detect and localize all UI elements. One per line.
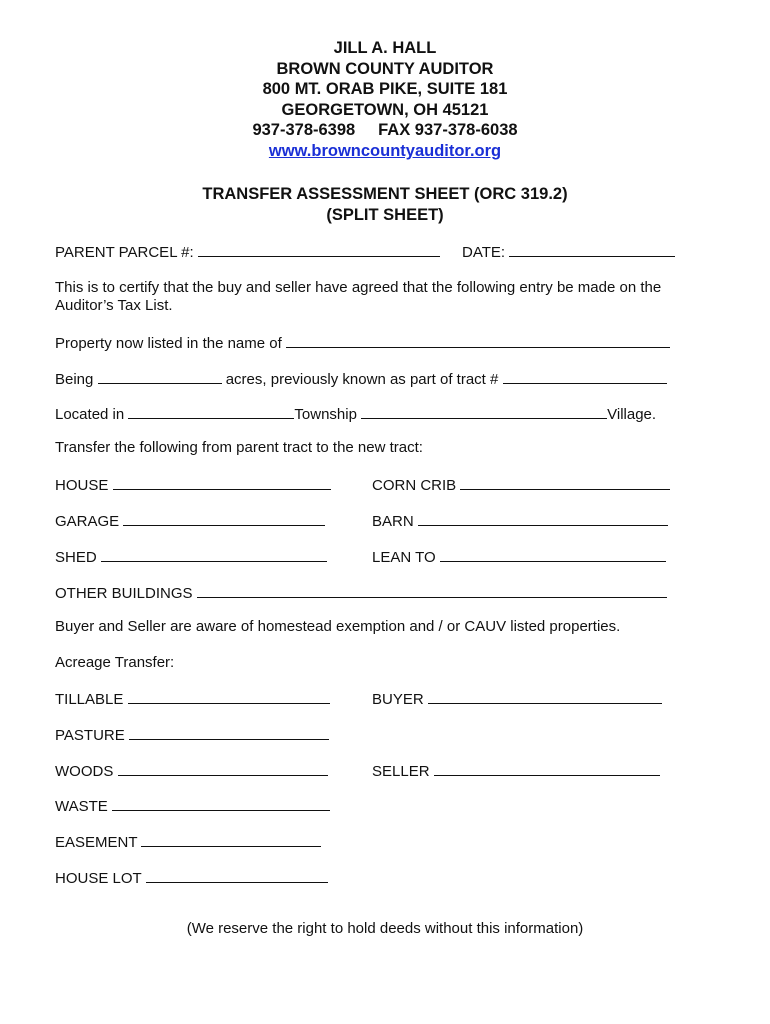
street-address: 800 MT. ORAB PIKE, SUITE 181 [262,80,508,99]
acreage-transfer-heading: Acreage Transfer: [55,654,175,671]
tillable-row [55,689,330,709]
being-acres-row [55,369,667,389]
phone-number: 937-378-6398 [252,121,356,140]
pasture-row [55,725,329,745]
form-title [0,184,770,226]
waste-row [55,796,330,816]
corn-crib-row [372,475,670,495]
garage-row [55,511,325,531]
woods-field[interactable] [118,761,328,776]
lean-to-label: LEAN TO [372,549,436,566]
tillable-field[interactable] [128,689,330,704]
easement-row [55,832,321,852]
date-field[interactable] [509,242,675,257]
phone-fax-line [0,120,770,141]
fax-number: FAX 937-378-6038 [378,121,518,140]
village-label: Village. [607,406,657,423]
buyer-row [372,689,662,709]
woods-row [55,761,328,781]
township-field[interactable] [128,404,294,419]
shed-field[interactable] [101,547,327,562]
located-in-row [55,404,656,424]
other-buildings-field[interactable] [197,583,667,598]
woods-label: WOODS [55,763,114,780]
house-lot-field[interactable] [146,868,328,883]
corn-crib-label: CORN CRIB [372,477,457,494]
located-in-label: Located in [55,406,125,423]
letterhead [0,38,770,162]
house-row [55,475,331,495]
form-title-line-1: TRANSFER ASSESSMENT SHEET (ORC 319.2) [202,185,568,203]
seller-row [372,761,660,781]
seller-field[interactable] [434,761,660,776]
office-name: BROWN COUNTY AUDITOR [276,59,494,78]
other-buildings-row [55,583,667,603]
tillable-label: TILLABLE [55,691,124,708]
barn-row [372,511,668,531]
certify-paragraph: This is to certify that the buy and seller have agreed that the following entry be made on the Auditor’s Tax List. [55,279,662,314]
barn-field[interactable] [418,511,668,526]
shed-label: SHED [55,549,97,566]
property-listed-row [55,333,670,353]
date-label: DATE: [462,244,506,261]
other-buildings-label: OTHER BUILDINGS [55,585,193,602]
garage-field[interactable] [123,511,325,526]
buyer-label: BUYER [372,691,424,708]
being-label: Being [55,371,94,388]
pasture-label: PASTURE [55,727,125,744]
property-owner-field[interactable] [286,333,670,348]
house-lot-row [55,868,328,888]
easement-label: EASEMENT [55,834,138,851]
waste-label: WASTE [55,798,108,815]
parent-parcel-row [55,242,440,262]
lean-to-row [372,547,666,567]
website-link[interactable]: www.browncountyauditor.org [268,141,502,160]
house-lot-label: HOUSE LOT [55,870,142,887]
easement-field[interactable] [141,832,321,847]
barn-label: BARN [372,513,414,530]
house-field[interactable] [113,475,331,490]
house-label: HOUSE [55,477,109,494]
acres-label: acres, previously known as part of tract # [225,371,499,388]
city-state-zip: GEORGETOWN, OH 45121 [281,100,489,119]
footer-note: (We reserve the right to hold deeds without this information) [186,920,584,937]
waste-field[interactable] [112,796,330,811]
tract-number-field[interactable] [503,369,667,384]
corn-crib-field[interactable] [460,475,670,490]
township-label: Township [294,406,357,423]
buyer-field[interactable] [428,689,662,704]
seller-label: SELLER [372,763,430,780]
auditor-name: JILL A. HALL [333,39,437,57]
form-title-line-2: (SPLIT SHEET) [326,206,444,224]
property-listed-label: Property now listed in the name of [55,335,282,352]
parent-parcel-field[interactable] [198,242,440,257]
transfer-following-text: Transfer the following from parent tract to the new tract: [55,439,423,456]
acres-field[interactable] [98,369,222,384]
shed-row [55,547,327,567]
village-field[interactable] [361,404,607,419]
garage-label: GARAGE [55,513,120,530]
parent-parcel-label: PARENT PARCEL #: [55,244,194,261]
lean-to-field[interactable] [440,547,666,562]
homestead-notice: Buyer and Seller are aware of homestead exemption and / or CAUV listed properties. [55,618,621,635]
date-row [462,242,675,262]
pasture-field[interactable] [129,725,329,740]
